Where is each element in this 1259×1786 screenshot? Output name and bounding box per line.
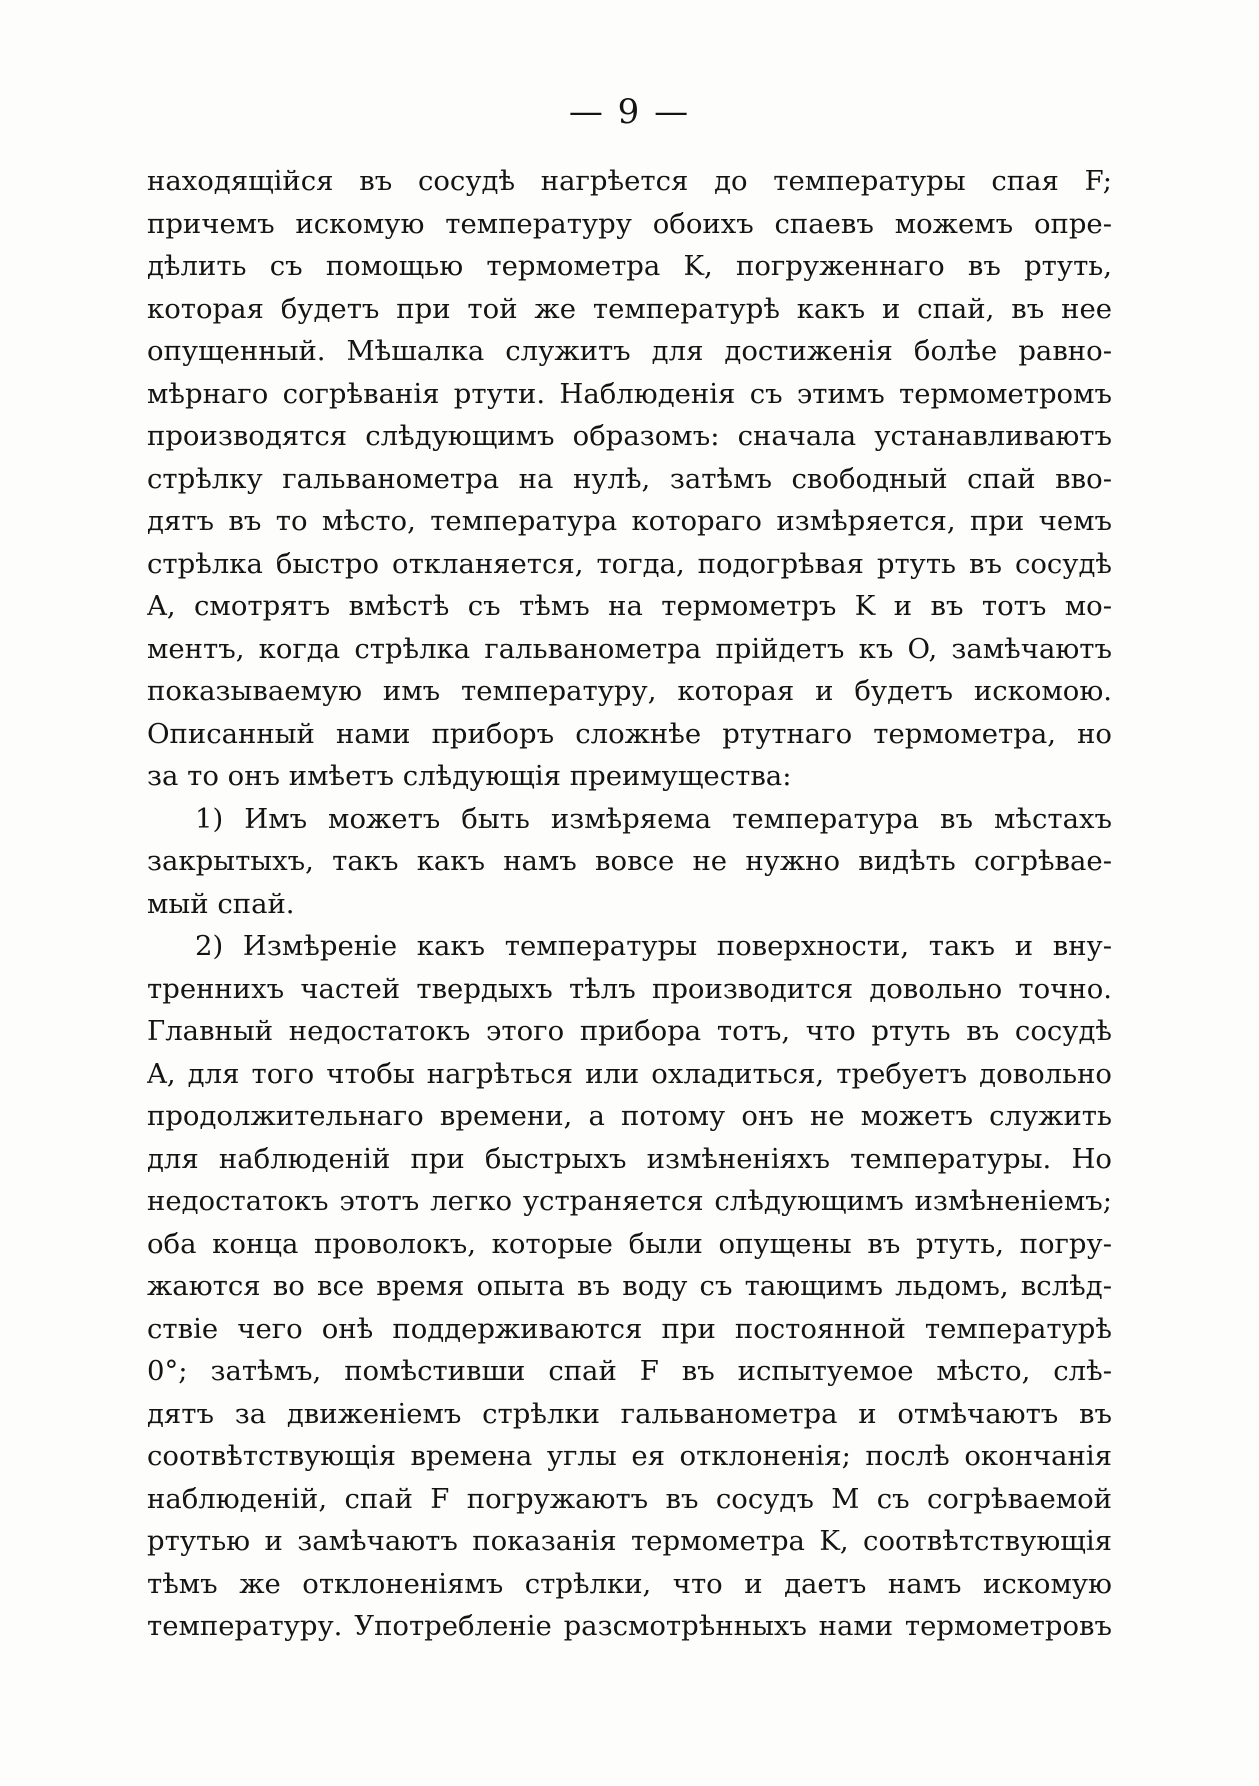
text-line: A, смотрятъ вмѣстѣ съ тѣмъ на термометръ K и въ тотъ мо- <box>147 590 1112 622</box>
body-text <box>147 160 1112 1648</box>
text-line: треннихъ частей твердыхъ тѣлъ производится довольно точно. <box>147 972 1112 1005</box>
text-line: тѣмъ же отклоненіямъ стрѣлки, что и даетъ намъ искомую <box>147 1567 1112 1600</box>
page-number: — 9 — <box>568 92 691 132</box>
text-line: наблюденій, спай F погружаютъ въ сосудъ M съ согрѣваемой <box>147 1482 1112 1515</box>
text-line: соотвѣтствующія времена углы ея отклоненія; послѣ окончанія <box>147 1440 1112 1472</box>
text-line: жаются во все время опыта въ воду съ тающимъ льдомъ, вслѣд- <box>147 1270 1112 1302</box>
list-item-2: 2) Измѣреніе какъ температуры поверхности, такъ и вну- <box>195 930 1112 962</box>
text-line: показываемую имъ температуру, которая и будетъ искомою. <box>147 675 1112 707</box>
text-line: ментъ, когда стрѣлка гальванометра прійдетъ къ O, замѣчаютъ <box>147 632 1112 665</box>
text-line: для наблюденій при быстрыхъ измѣненіяхъ температуры. Но <box>147 1142 1112 1175</box>
text-line: за то онъ имѣетъ слѣдующія преимущества: <box>147 760 792 792</box>
text-line: Описанный нами приборъ сложнѣе ртутнаго термометра, но <box>147 717 1112 750</box>
text-line: оба конца проволокъ, которые были опущены въ ртуть, погру- <box>147 1227 1112 1260</box>
text-line: стрѣлка быстро откланяется, тогда, подогрѣвая ртуть въ сосудѣ <box>147 547 1112 580</box>
text-line: A, для того чтобы нагрѣться или охладиться, требуетъ довольно <box>147 1057 1112 1090</box>
text-line: ртутью и замѣчаютъ показанія термометра K, соотвѣтствующія <box>147 1525 1112 1557</box>
text-line: дятъ въ то мѣсто, температура котораго измѣряется, при чемъ <box>147 505 1112 537</box>
text-line: температуру. Употребленіе разсмотрѣнныхъ нами термометровъ <box>147 1610 1112 1642</box>
text-line: недостатокъ этотъ легко устраняется слѣдующимъ измѣненіемъ; <box>147 1185 1112 1217</box>
text-line: продолжительнаго времени, а потому онъ не можетъ служить <box>147 1100 1112 1132</box>
text-line: закрытыхъ, такъ какъ намъ вовсе не нужно видѣть согрѣвае- <box>147 845 1112 877</box>
text-line: мый спай. <box>147 887 295 920</box>
text-line: мѣрнаго согрѣванія ртути. Наблюденія съ этимъ термометромъ <box>147 377 1112 410</box>
text-line: которая будетъ при той же температурѣ какъ и спай, въ нее <box>147 292 1112 325</box>
text-line: Главный недостатокъ этого прибора тотъ, что ртуть въ сосудѣ <box>147 1015 1112 1047</box>
text-line: стрѣлку гальванометра на нулѣ, затѣмъ свободный спай вво- <box>147 462 1112 495</box>
text-line: дѣлить съ помощью термометра K, погруженнаго въ ртуть, <box>147 250 1112 282</box>
text-line: ствіе чего онѣ поддерживаются при постоянной температурѣ <box>147 1312 1112 1345</box>
text-line: 0°; затѣмъ, помѣстивши спай F въ испытуемое мѣсто, слѣ- <box>147 1355 1112 1387</box>
text-line: находящійся въ сосудѣ нагрѣется до температуры спая F; <box>147 165 1112 197</box>
text-line: опущенный. Мѣшалка служитъ для достиженія болѣе равно- <box>147 335 1112 367</box>
text-line: дятъ за движеніемъ стрѣлки гальванометра и отмѣчаютъ въ <box>147 1397 1112 1430</box>
text-line: причемъ искомую температуру обоихъ спаевъ можемъ опре- <box>147 207 1112 240</box>
text-line: производятся слѣдующимъ образомъ: сначала устанавливаютъ <box>147 420 1112 452</box>
list-item-1: 1) Имъ можетъ быть измѣряема температура въ мѣстахъ <box>195 802 1112 835</box>
